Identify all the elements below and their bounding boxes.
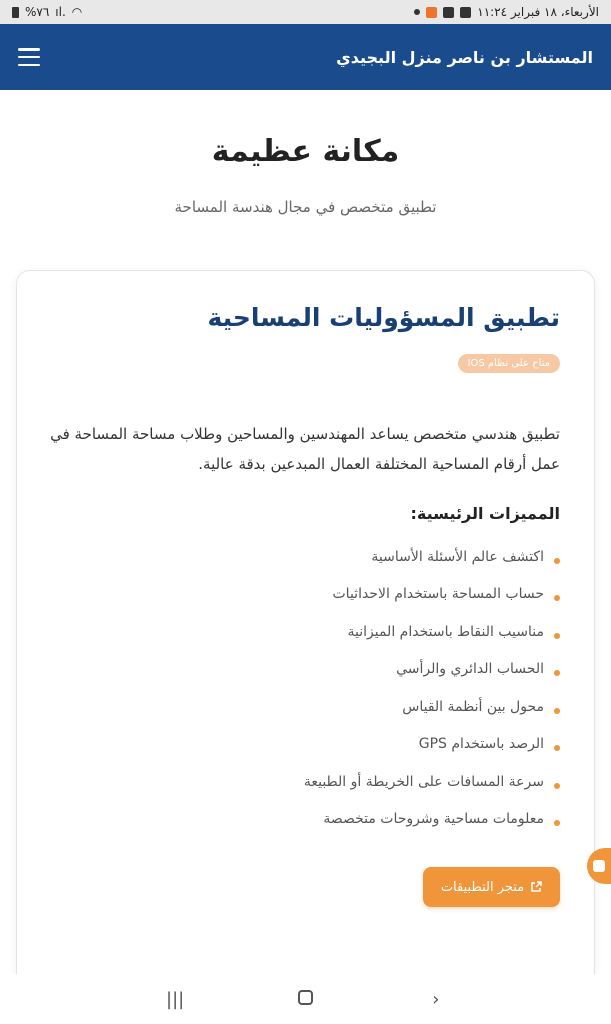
menu-icon[interactable] (18, 48, 40, 66)
feature-item: معلومات مساحية وشروحات متخصصة (60, 801, 560, 839)
app-notification-icon (443, 7, 454, 18)
app-title: المستشار بن ناصر منزل البجيدي (336, 47, 593, 67)
app-card (16, 270, 595, 990)
bullet-icon (554, 633, 560, 639)
feature-item: محول بين أنظمة القياس (60, 688, 560, 726)
app-bar (0, 24, 611, 90)
bullet-icon (554, 595, 560, 601)
feature-item: حساب المساحة باستخدام الاحداثيات (60, 576, 560, 614)
video-icon (593, 860, 605, 872)
bullet-icon (554, 708, 560, 714)
hero-title: مكانة عظيمة (211, 134, 400, 169)
feature-item: الحساب الدائري والرأسي (60, 651, 560, 689)
bullet-icon (554, 670, 560, 676)
video-app-icon (426, 7, 437, 18)
bullet-icon (554, 820, 560, 826)
bullet-icon (554, 558, 560, 564)
status-bar (0, 0, 611, 24)
feature-item: سرعة المسافات على الخريطة أو الطبيعة (60, 763, 560, 801)
back-icon[interactable]: › (432, 988, 440, 1010)
ios-badge: متاح على نظام IOS (458, 354, 560, 373)
status-datetime: الأربعاء، ١٨ فبراير ١١:٢٤ (477, 5, 599, 19)
bullet-icon (554, 783, 560, 789)
card-title: تطبيق المسؤوليات المساحية (207, 303, 560, 332)
notification-dot-icon (414, 9, 420, 15)
home-icon[interactable] (285, 989, 325, 1010)
signal-icon: ıl. (55, 5, 66, 19)
app-store-label: متجر التطبيقات (440, 879, 525, 895)
features-list (60, 538, 560, 838)
card-description: تطبيق هندسي متخصص يساعد المهندسين والمساحين وطلاب مساحة المساحة في عمل أرقام المساحية المختلفة العمال المبدعين بدقة عالية. (50, 425, 560, 473)
battery-icon (12, 7, 19, 18)
feature-item: الرصد باستخدام GPS (60, 726, 560, 764)
status-left (12, 5, 82, 19)
features-title: المميزات الرئيسية: (410, 504, 560, 523)
recent-apps-icon[interactable]: ||| (166, 988, 185, 1010)
wifi-icon: ◠ (71, 5, 83, 19)
feature-item: اكتشف عالم الأسئلة الأساسية (60, 538, 560, 576)
feature-item: مناسيب النقاط باستخدام الميزانية (60, 613, 560, 651)
system-nav-bar (0, 974, 611, 1024)
gallery-icon (460, 7, 471, 18)
hero-subtitle: تطبيق متخصص في مجال هندسة المساحة (174, 198, 437, 216)
external-link-icon (530, 881, 542, 893)
battery-level: %٧٦ (25, 5, 50, 19)
app-store-button[interactable] (423, 867, 560, 907)
bullet-icon (554, 745, 560, 751)
status-right (414, 5, 599, 19)
hero-section (0, 90, 611, 270)
